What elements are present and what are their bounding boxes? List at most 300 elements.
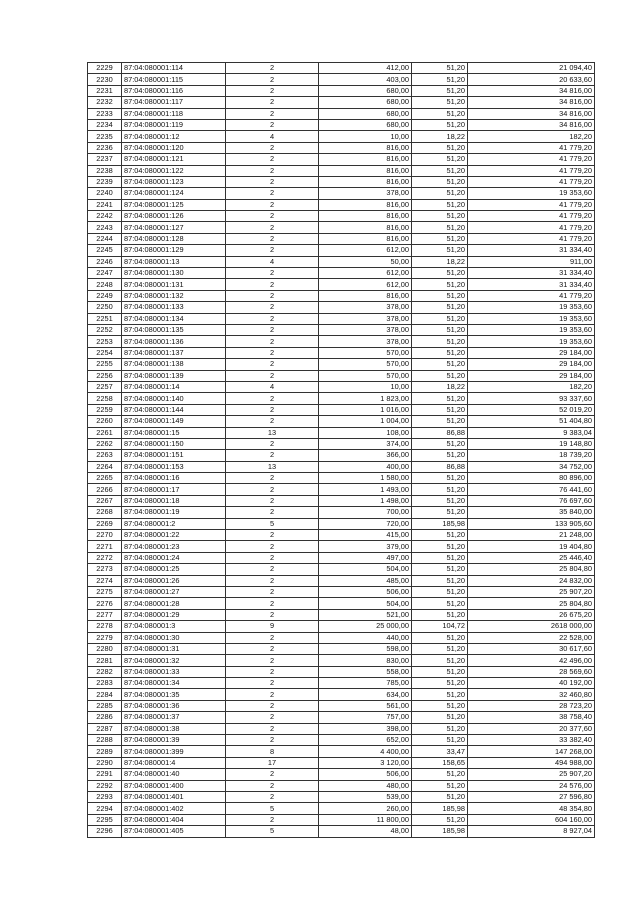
specific-value-cell: 104,72 xyxy=(412,621,468,632)
row-number-cell: 2241 xyxy=(88,199,122,210)
cadastral-number-cell: 87:04:080001:137 xyxy=(122,347,226,358)
cadastral-value-cell: 34 816,00 xyxy=(468,85,595,96)
row-number-cell: 2240 xyxy=(88,188,122,199)
cadastral-value-cell: 30 617,60 xyxy=(468,643,595,654)
specific-value-cell: 51,20 xyxy=(412,404,468,415)
row-number-cell: 2248 xyxy=(88,279,122,290)
cadastral-value-cell: 27 596,80 xyxy=(468,792,595,803)
group-code-cell: 2 xyxy=(226,723,319,734)
cadastral-value-cell: 19 353,60 xyxy=(468,302,595,313)
cadastral-value-cell: 25 907,20 xyxy=(468,586,595,597)
cadastral-value-cell: 41 779,20 xyxy=(468,290,595,301)
cadastral-value-cell: 76 441,60 xyxy=(468,484,595,495)
specific-value-cell: 51,20 xyxy=(412,678,468,689)
area-value-cell: 412,00 xyxy=(319,63,412,74)
table-row xyxy=(88,621,595,632)
cadastral-number-cell: 87:04:080001:127 xyxy=(122,222,226,233)
group-code-cell: 2 xyxy=(226,814,319,825)
row-number-cell: 2283 xyxy=(88,678,122,689)
specific-value-cell: 51,20 xyxy=(412,154,468,165)
cadastral-number-cell: 87:04:080001:399 xyxy=(122,746,226,757)
specific-value-cell: 51,20 xyxy=(412,450,468,461)
table-row xyxy=(88,381,595,392)
cadastral-value-cell: 76 697,60 xyxy=(468,495,595,506)
group-code-cell: 2 xyxy=(226,484,319,495)
specific-value-cell: 51,20 xyxy=(412,792,468,803)
group-code-cell: 2 xyxy=(226,450,319,461)
area-value-cell: 680,00 xyxy=(319,119,412,130)
specific-value-cell: 185,98 xyxy=(412,803,468,814)
row-number-cell: 2264 xyxy=(88,461,122,472)
row-number-cell: 2243 xyxy=(88,222,122,233)
row-number-cell: 2235 xyxy=(88,131,122,142)
table-row xyxy=(88,473,595,484)
group-code-cell: 2 xyxy=(226,199,319,210)
cadastral-number-cell: 87:04:080001:122 xyxy=(122,165,226,176)
table-row xyxy=(88,131,595,142)
cadastral-value-cell: 21 094,40 xyxy=(468,63,595,74)
row-number-cell: 2260 xyxy=(88,416,122,427)
table-row xyxy=(88,324,595,335)
group-code-cell: 2 xyxy=(226,142,319,153)
cadastral-number-cell: 87:04:080001:35 xyxy=(122,689,226,700)
cadastral-number-cell: 87:04:080001:22 xyxy=(122,530,226,541)
area-value-cell: 378,00 xyxy=(319,336,412,347)
cadastral-value-cell: 147 268,00 xyxy=(468,746,595,757)
specific-value-cell: 51,20 xyxy=(412,142,468,153)
area-value-cell: 561,00 xyxy=(319,700,412,711)
cadastral-number-cell: 87:04:080001:120 xyxy=(122,142,226,153)
row-number-cell: 2276 xyxy=(88,598,122,609)
group-code-cell: 17 xyxy=(226,757,319,768)
table-body xyxy=(88,63,595,838)
cadastral-value-cell: 20 377,60 xyxy=(468,723,595,734)
group-code-cell: 5 xyxy=(226,826,319,837)
row-number-cell: 2269 xyxy=(88,518,122,529)
specific-value-cell: 51,20 xyxy=(412,700,468,711)
row-number-cell: 2242 xyxy=(88,211,122,222)
area-value-cell: 1 823,00 xyxy=(319,393,412,404)
row-number-cell: 2295 xyxy=(88,814,122,825)
area-value-cell: 4 400,00 xyxy=(319,746,412,757)
area-value-cell: 379,00 xyxy=(319,541,412,552)
cadastral-value-cell: 29 184,00 xyxy=(468,370,595,381)
area-value-cell: 378,00 xyxy=(319,313,412,324)
area-value-cell: 539,00 xyxy=(319,792,412,803)
table-row xyxy=(88,279,595,290)
area-value-cell: 634,00 xyxy=(319,689,412,700)
group-code-cell: 2 xyxy=(226,268,319,279)
cadastral-number-cell: 87:04:080001:144 xyxy=(122,404,226,415)
group-code-cell: 2 xyxy=(226,712,319,723)
area-value-cell: 415,00 xyxy=(319,530,412,541)
row-number-cell: 2294 xyxy=(88,803,122,814)
cadastral-number-cell: 87:04:080001:31 xyxy=(122,643,226,654)
group-code-cell: 5 xyxy=(226,518,319,529)
table-row xyxy=(88,176,595,187)
table-row xyxy=(88,313,595,324)
row-number-cell: 2278 xyxy=(88,621,122,632)
group-code-cell: 5 xyxy=(226,803,319,814)
group-code-cell: 2 xyxy=(226,347,319,358)
cadastral-value-cell: 182,20 xyxy=(468,131,595,142)
specific-value-cell: 51,20 xyxy=(412,336,468,347)
row-number-cell: 2232 xyxy=(88,97,122,108)
table-row xyxy=(88,63,595,74)
group-code-cell: 2 xyxy=(226,393,319,404)
cadastral-number-cell: 87:04:080001:28 xyxy=(122,598,226,609)
table-row xyxy=(88,222,595,233)
specific-value-cell: 51,20 xyxy=(412,347,468,358)
table-row xyxy=(88,188,595,199)
table-row xyxy=(88,404,595,415)
specific-value-cell: 51,20 xyxy=(412,313,468,324)
cadastral-value-cell: 41 779,20 xyxy=(468,165,595,176)
cadastral-value-cell: 41 779,20 xyxy=(468,199,595,210)
row-number-cell: 2286 xyxy=(88,712,122,723)
table-row xyxy=(88,586,595,597)
area-value-cell: 816,00 xyxy=(319,165,412,176)
specific-value-cell: 51,20 xyxy=(412,199,468,210)
specific-value-cell: 18,22 xyxy=(412,256,468,267)
row-number-cell: 2245 xyxy=(88,245,122,256)
cadastral-number-cell: 87:04:080001:37 xyxy=(122,712,226,723)
table-row xyxy=(88,427,595,438)
specific-value-cell: 51,20 xyxy=(412,541,468,552)
group-code-cell: 2 xyxy=(226,313,319,324)
cadastral-value-cell: 25 907,20 xyxy=(468,769,595,780)
area-value-cell: 400,00 xyxy=(319,461,412,472)
group-code-cell: 2 xyxy=(226,359,319,370)
area-value-cell: 757,00 xyxy=(319,712,412,723)
group-code-cell: 2 xyxy=(226,700,319,711)
table-row xyxy=(88,723,595,734)
group-code-cell: 2 xyxy=(226,438,319,449)
group-code-cell: 2 xyxy=(226,530,319,541)
specific-value-cell: 33,47 xyxy=(412,746,468,757)
area-value-cell: 260,00 xyxy=(319,803,412,814)
area-value-cell: 1 498,00 xyxy=(319,495,412,506)
group-code-cell: 2 xyxy=(226,780,319,791)
row-number-cell: 2277 xyxy=(88,609,122,620)
group-code-cell: 2 xyxy=(226,404,319,415)
area-value-cell: 506,00 xyxy=(319,769,412,780)
row-number-cell: 2259 xyxy=(88,404,122,415)
cadastral-value-cell: 8 927,04 xyxy=(468,826,595,837)
area-value-cell: 378,00 xyxy=(319,302,412,313)
cadastral-value-cell: 19 353,60 xyxy=(468,324,595,335)
cadastral-value-cell: 604 160,00 xyxy=(468,814,595,825)
area-value-cell: 570,00 xyxy=(319,370,412,381)
area-value-cell: 398,00 xyxy=(319,723,412,734)
area-value-cell: 816,00 xyxy=(319,199,412,210)
specific-value-cell: 51,20 xyxy=(412,780,468,791)
table-row xyxy=(88,393,595,404)
cadastral-number-cell: 87:04:080001:138 xyxy=(122,359,226,370)
cadastral-number-cell: 87:04:080001:404 xyxy=(122,814,226,825)
area-value-cell: 1 004,00 xyxy=(319,416,412,427)
specific-value-cell: 51,20 xyxy=(412,324,468,335)
group-code-cell: 2 xyxy=(226,108,319,119)
row-number-cell: 2293 xyxy=(88,792,122,803)
cadastral-number-cell: 87:04:080001:27 xyxy=(122,586,226,597)
row-number-cell: 2275 xyxy=(88,586,122,597)
group-code-cell: 2 xyxy=(226,655,319,666)
table-row xyxy=(88,643,595,654)
table-row xyxy=(88,165,595,176)
row-number-cell: 2271 xyxy=(88,541,122,552)
cadastral-number-cell: 87:04:080001:116 xyxy=(122,85,226,96)
cadastral-value-cell: 28 723,20 xyxy=(468,700,595,711)
cadastral-number-cell: 87:04:080001:16 xyxy=(122,473,226,484)
area-value-cell: 816,00 xyxy=(319,211,412,222)
row-number-cell: 2230 xyxy=(88,74,122,85)
specific-value-cell: 51,20 xyxy=(412,85,468,96)
cadastral-number-cell: 87:04:080001:15 xyxy=(122,427,226,438)
specific-value-cell: 51,20 xyxy=(412,233,468,244)
cadastral-value-cell: 9 383,04 xyxy=(468,427,595,438)
cadastral-value-cell: 29 184,00 xyxy=(468,359,595,370)
row-number-cell: 2247 xyxy=(88,268,122,279)
cadastral-value-cell: 41 779,20 xyxy=(468,211,595,222)
group-code-cell: 2 xyxy=(226,176,319,187)
area-value-cell: 366,00 xyxy=(319,450,412,461)
row-number-cell: 2250 xyxy=(88,302,122,313)
cadastral-number-cell: 87:04:080001:14 xyxy=(122,381,226,392)
group-code-cell: 2 xyxy=(226,689,319,700)
specific-value-cell: 51,20 xyxy=(412,769,468,780)
table-row xyxy=(88,826,595,837)
row-number-cell: 2263 xyxy=(88,450,122,461)
area-value-cell: 3 120,00 xyxy=(319,757,412,768)
table-row xyxy=(88,575,595,586)
area-value-cell: 1 016,00 xyxy=(319,404,412,415)
cadastral-number-cell: 87:04:080001:24 xyxy=(122,552,226,563)
table-row xyxy=(88,199,595,210)
table-row xyxy=(88,108,595,119)
row-number-cell: 2296 xyxy=(88,826,122,837)
group-code-cell: 2 xyxy=(226,245,319,256)
cadastral-number-cell: 87:04:080001:136 xyxy=(122,336,226,347)
group-code-cell: 2 xyxy=(226,165,319,176)
table-row xyxy=(88,484,595,495)
cadastral-number-cell: 87:04:080001:26 xyxy=(122,575,226,586)
cadastral-value-cell: 2618 000,00 xyxy=(468,621,595,632)
table-row xyxy=(88,666,595,677)
cadastral-value-cell: 41 779,20 xyxy=(468,176,595,187)
specific-value-cell: 51,20 xyxy=(412,279,468,290)
cadastral-number-cell: 87:04:080001:140 xyxy=(122,393,226,404)
table-row xyxy=(88,678,595,689)
group-code-cell: 2 xyxy=(226,211,319,222)
area-value-cell: 108,00 xyxy=(319,427,412,438)
row-number-cell: 2267 xyxy=(88,495,122,506)
specific-value-cell: 185,98 xyxy=(412,518,468,529)
cadastral-number-cell: 87:04:080001:129 xyxy=(122,245,226,256)
cadastral-value-cell: 20 633,60 xyxy=(468,74,595,85)
cadastral-number-cell: 87:04:080001:23 xyxy=(122,541,226,552)
row-number-cell: 2237 xyxy=(88,154,122,165)
group-code-cell: 2 xyxy=(226,85,319,96)
cadastral-value-cell: 25 446,40 xyxy=(468,552,595,563)
row-number-cell: 2239 xyxy=(88,176,122,187)
table-row xyxy=(88,461,595,472)
cadastral-value-cell: 80 896,00 xyxy=(468,473,595,484)
cadastral-number-cell: 87:04:080001:13 xyxy=(122,256,226,267)
group-code-cell: 2 xyxy=(226,735,319,746)
table-row xyxy=(88,530,595,541)
area-value-cell: 374,00 xyxy=(319,438,412,449)
specific-value-cell: 51,20 xyxy=(412,495,468,506)
cadastral-value-cell: 19 353,60 xyxy=(468,188,595,199)
area-value-cell: 378,00 xyxy=(319,188,412,199)
cadastral-number-cell: 87:04:080001:36 xyxy=(122,700,226,711)
group-code-cell: 2 xyxy=(226,279,319,290)
group-code-cell: 2 xyxy=(226,609,319,620)
table-row xyxy=(88,689,595,700)
cadastral-value-cell: 26 675,20 xyxy=(468,609,595,620)
specific-value-cell: 51,20 xyxy=(412,63,468,74)
table-row xyxy=(88,507,595,518)
row-number-cell: 2256 xyxy=(88,370,122,381)
table-row xyxy=(88,655,595,666)
specific-value-cell: 51,20 xyxy=(412,268,468,279)
cadastral-number-cell: 87:04:080001:401 xyxy=(122,792,226,803)
row-number-cell: 2282 xyxy=(88,666,122,677)
cadastral-number-cell: 87:04:080001:123 xyxy=(122,176,226,187)
group-code-cell: 2 xyxy=(226,564,319,575)
cadastral-number-cell: 87:04:080001:118 xyxy=(122,108,226,119)
cadastral-value-cell: 19 353,60 xyxy=(468,336,595,347)
table-row xyxy=(88,792,595,803)
area-value-cell: 598,00 xyxy=(319,643,412,654)
cadastral-value-cell: 93 337,60 xyxy=(468,393,595,404)
cadastral-number-cell: 87:04:080001:150 xyxy=(122,438,226,449)
area-value-cell: 480,00 xyxy=(319,780,412,791)
area-value-cell: 504,00 xyxy=(319,564,412,575)
group-code-cell: 2 xyxy=(226,575,319,586)
row-number-cell: 2234 xyxy=(88,119,122,130)
area-value-cell: 11 800,00 xyxy=(319,814,412,825)
area-value-cell: 680,00 xyxy=(319,108,412,119)
cadastral-number-cell: 87:04:080001:39 xyxy=(122,735,226,746)
table-row xyxy=(88,97,595,108)
table-row xyxy=(88,769,595,780)
cadastral-number-cell: 87:04:080001:402 xyxy=(122,803,226,814)
row-number-cell: 2273 xyxy=(88,564,122,575)
table-row xyxy=(88,495,595,506)
group-code-cell: 13 xyxy=(226,427,319,438)
area-value-cell: 816,00 xyxy=(319,176,412,187)
area-value-cell: 521,00 xyxy=(319,609,412,620)
group-code-cell: 2 xyxy=(226,290,319,301)
area-value-cell: 700,00 xyxy=(319,507,412,518)
group-code-cell: 2 xyxy=(226,233,319,244)
specific-value-cell: 51,20 xyxy=(412,564,468,575)
specific-value-cell: 51,20 xyxy=(412,598,468,609)
row-number-cell: 2279 xyxy=(88,632,122,643)
area-value-cell: 570,00 xyxy=(319,359,412,370)
cadastral-value-cell: 21 248,00 xyxy=(468,530,595,541)
row-number-cell: 2262 xyxy=(88,438,122,449)
table-row xyxy=(88,598,595,609)
cadastral-number-cell: 87:04:080001:135 xyxy=(122,324,226,335)
area-value-cell: 830,00 xyxy=(319,655,412,666)
group-code-cell: 2 xyxy=(226,643,319,654)
group-code-cell: 2 xyxy=(226,416,319,427)
cadastral-value-cell: 35 840,00 xyxy=(468,507,595,518)
cadastral-value-cell: 34 816,00 xyxy=(468,108,595,119)
table-row xyxy=(88,370,595,381)
group-code-cell: 2 xyxy=(226,370,319,381)
area-value-cell: 680,00 xyxy=(319,97,412,108)
cadastral-value-cell: 133 905,60 xyxy=(468,518,595,529)
cadastral-number-cell: 87:04:080001:149 xyxy=(122,416,226,427)
area-value-cell: 680,00 xyxy=(319,85,412,96)
table-row xyxy=(88,803,595,814)
specific-value-cell: 51,20 xyxy=(412,211,468,222)
cadastral-value-cell: 41 779,20 xyxy=(468,154,595,165)
cadastral-number-cell: 87:04:080001:12 xyxy=(122,131,226,142)
group-code-cell: 2 xyxy=(226,769,319,780)
specific-value-cell: 51,20 xyxy=(412,222,468,233)
area-value-cell: 48,00 xyxy=(319,826,412,837)
cadastral-number-cell: 87:04:080001:114 xyxy=(122,63,226,74)
area-value-cell: 10,00 xyxy=(319,131,412,142)
table-row xyxy=(88,552,595,563)
group-code-cell: 2 xyxy=(226,586,319,597)
row-number-cell: 2246 xyxy=(88,256,122,267)
cadastral-number-cell: 87:04:080001:40 xyxy=(122,769,226,780)
cadastral-number-cell: 87:04:080001:139 xyxy=(122,370,226,381)
specific-value-cell: 51,20 xyxy=(412,723,468,734)
cadastral-value-cell: 48 354,80 xyxy=(468,803,595,814)
cadastral-value-cell: 31 334,40 xyxy=(468,279,595,290)
specific-value-cell: 51,20 xyxy=(412,586,468,597)
row-number-cell: 2291 xyxy=(88,769,122,780)
row-number-cell: 2251 xyxy=(88,313,122,324)
specific-value-cell: 51,20 xyxy=(412,643,468,654)
specific-value-cell: 51,20 xyxy=(412,97,468,108)
cadastral-value-cell: 25 804,80 xyxy=(468,598,595,609)
specific-value-cell: 51,20 xyxy=(412,632,468,643)
group-code-cell: 2 xyxy=(226,632,319,643)
table-row xyxy=(88,233,595,244)
area-value-cell: 1 493,00 xyxy=(319,484,412,495)
cadastral-value-cell: 19 404,80 xyxy=(468,541,595,552)
group-code-cell: 2 xyxy=(226,222,319,233)
table-row xyxy=(88,632,595,643)
table-row xyxy=(88,438,595,449)
area-value-cell: 10,00 xyxy=(319,381,412,392)
cadastral-value-cell: 31 334,40 xyxy=(468,245,595,256)
area-value-cell: 485,00 xyxy=(319,575,412,586)
cadastral-value-cell: 32 460,80 xyxy=(468,689,595,700)
specific-value-cell: 51,20 xyxy=(412,188,468,199)
table-row xyxy=(88,541,595,552)
table-row xyxy=(88,450,595,461)
row-number-cell: 2244 xyxy=(88,233,122,244)
cadastral-number-cell: 87:04:080001:34 xyxy=(122,678,226,689)
cadastral-number-cell: 87:04:080001:25 xyxy=(122,564,226,575)
specific-value-cell: 51,20 xyxy=(412,814,468,825)
area-value-cell: 497,00 xyxy=(319,552,412,563)
specific-value-cell: 51,20 xyxy=(412,507,468,518)
area-value-cell: 403,00 xyxy=(319,74,412,85)
table-row xyxy=(88,814,595,825)
group-code-cell: 2 xyxy=(226,154,319,165)
cadastral-value-cell: 911,00 xyxy=(468,256,595,267)
